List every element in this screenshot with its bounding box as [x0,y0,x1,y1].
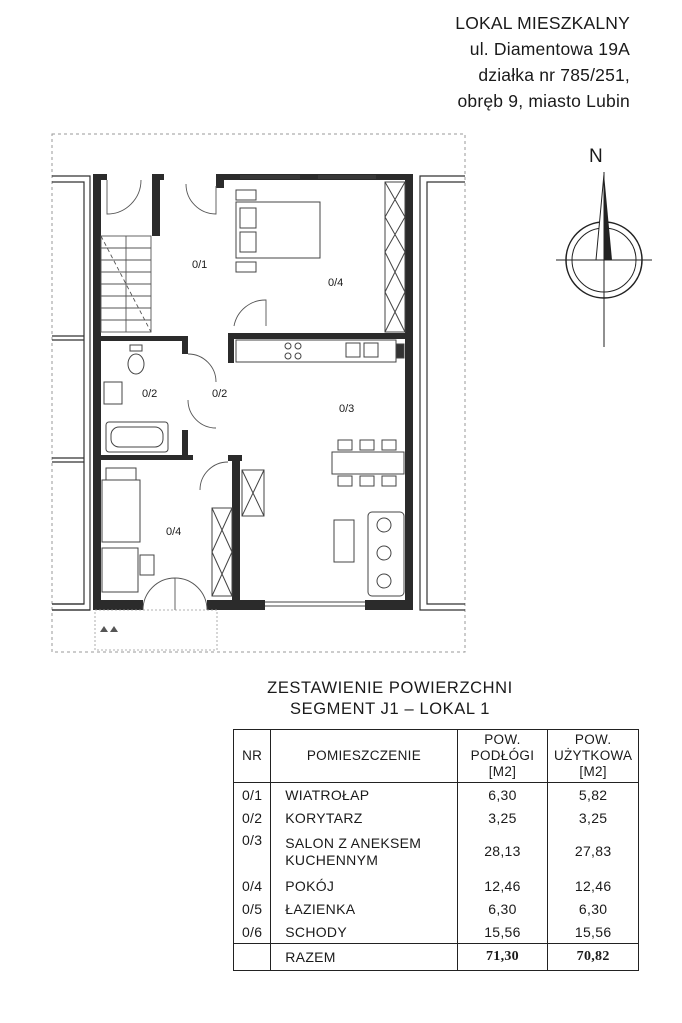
table-row [234,806,639,829]
row-room-line1: SALON Z ANEKSEM [285,834,422,851]
summary-title [180,678,600,720]
area-table [233,729,639,971]
total-usable: 70,82 [548,944,639,971]
entrance-marker [100,626,118,632]
summary-title-line2: SEGMENT J1 – LOKAL 1 [290,700,490,718]
row-room: WIATROŁAP [271,783,457,807]
header-title: LOKAL MIESZKALNY [455,13,630,33]
table-header-row [234,730,639,783]
row-room-line2: KUCHENNYM [285,851,379,868]
bathroom-fixtures [104,345,168,452]
header-district: obręb 9, miasto Lubin [457,91,630,111]
row-nr: 0/2 [234,806,271,829]
row-floor: 12,46 [457,874,548,897]
header-floor-line3: [M2] [488,764,517,779]
bed-bottom [102,468,154,592]
row-nr: 0/1 [234,783,271,807]
table-row [234,920,639,944]
total-row [234,944,639,971]
header-usable-line2: UŻYTKOWA [553,748,633,763]
sofa [334,512,404,596]
plan-label-02-hall: 0/2 [212,388,228,400]
header-floor-line1: POW. [484,732,521,747]
summary-title-line1: ZESTAWIENIE POWIERZCHNI [267,679,513,697]
plan-label-03: 0/3 [339,403,355,415]
total-nr [234,944,271,971]
doors [107,180,266,610]
row-floor: 6,30 [457,897,548,920]
header-plot: działka nr 785/251, [478,65,630,85]
table-row [234,783,639,807]
living-wardrobe [242,470,264,516]
header-street: ul. Diamentowa 19A [469,39,630,59]
header-floor-line2: PODŁÓGI [470,748,535,763]
compass-rose-icon [556,142,652,352]
row-usable: 15,56 [548,920,639,944]
header-usable-line3: [M2] [579,764,607,779]
row-floor: 28,13 [457,829,548,874]
stairs [101,236,151,332]
table-row [234,874,639,897]
row-room: KORYTARZ [271,806,457,829]
row-nr: 0/5 [234,897,271,920]
neighbour-left [52,176,90,610]
row-usable: 3,25 [548,806,639,829]
compass-north-label: N [589,146,603,167]
plan-label-04-top: 0/4 [328,277,344,289]
row-usable: 27,83 [548,829,639,874]
header-floor-area [457,730,548,783]
bed-top [236,190,320,272]
table-row [234,829,639,874]
table-row [234,897,639,920]
kitchen-counter [236,340,404,362]
wardrobe-bottom [212,508,232,596]
neighbour-right [420,176,465,610]
row-room: SCHODY [271,920,457,944]
plot-boundary [52,134,465,652]
header-nr: NR [234,730,271,783]
plan-label-04-bottom: 0/4 [166,526,182,538]
row-usable: 12,46 [548,874,639,897]
row-nr: 0/3 [234,829,271,874]
row-usable: 6,30 [548,897,639,920]
header-usable-line1: POW. [574,732,612,747]
row-room: POKÓJ [271,874,457,897]
total-label: RAZEM [271,944,457,971]
header-usable-area [548,730,639,783]
row-room: ŁAZIENKA [271,897,457,920]
row-floor: 6,30 [457,783,548,807]
walls [93,174,413,610]
plan-label-02-bath: 0/2 [142,388,158,400]
wardrobe-top [385,182,405,332]
row-room [271,829,457,874]
row-floor: 3,25 [457,806,548,829]
row-nr: 0/4 [234,874,271,897]
row-nr: 0/6 [234,920,271,944]
plan-label-01: 0/1 [192,259,208,271]
row-floor: 15,56 [457,920,548,944]
windows [240,176,376,606]
row-usable: 5,82 [548,783,639,807]
dining-table [332,440,404,486]
header-room: POMIESZCZENIE [271,730,457,783]
total-floor: 71,30 [457,944,548,971]
